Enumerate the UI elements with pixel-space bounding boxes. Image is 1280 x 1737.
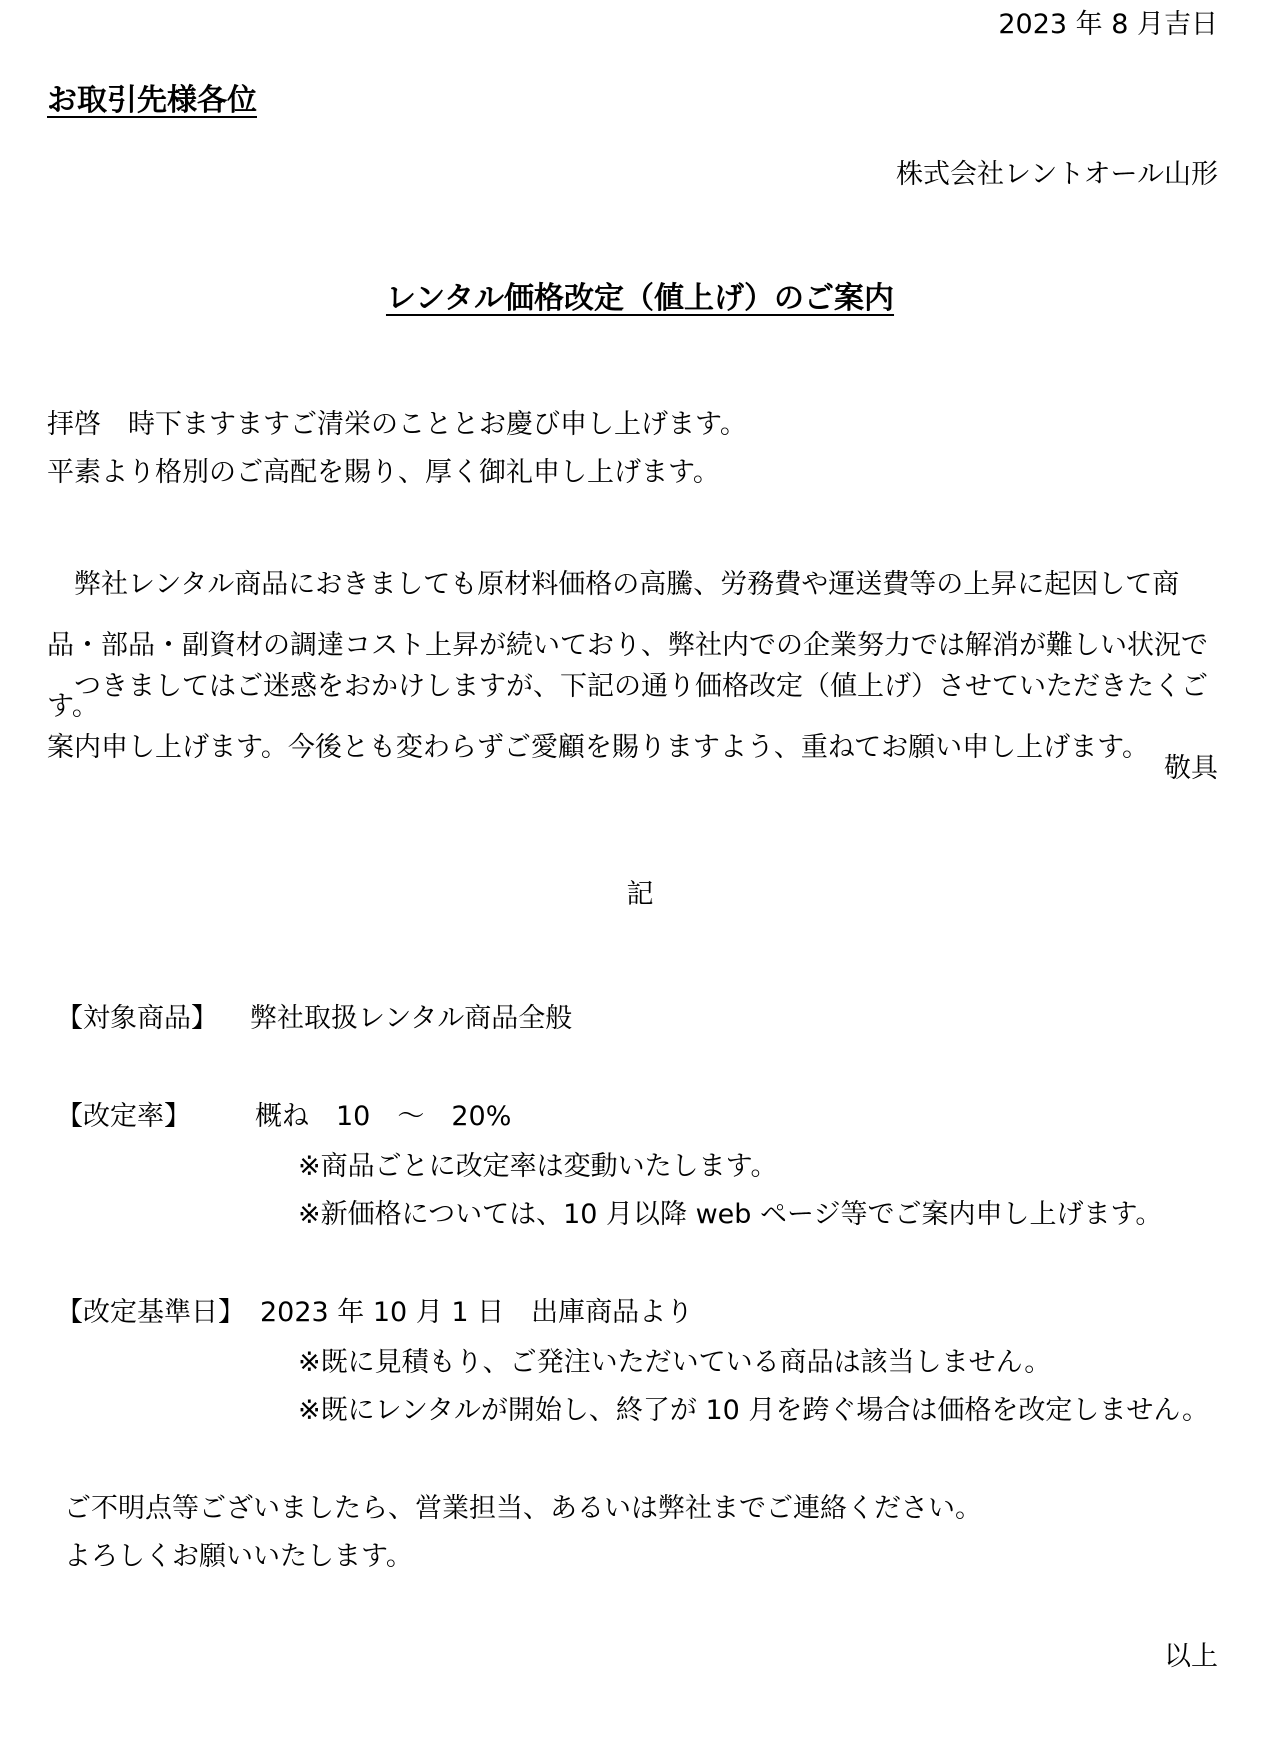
recipient-heading: お取引先様各位 [47,83,257,118]
effective-date-value: 2023 年 10 月 1 日 出庫商品より [260,1297,694,1328]
sender-company: 株式会社レントオール山形 [896,159,1218,190]
greeting-line-1: 拝啓 時下ますますご清栄のこととお慶び申し上げます。 [47,409,747,440]
body-paragraph-1: 弊社レンタル商品におきましても原材料価格の高騰、労務費や運送費等の上昇に起因して商品・部品・副資材の調達コスト上昇が続いており、弊社内での企業努力では解消が難しい状況です。 [47,569,1208,722]
rate-note-2: ※新価格については、10 月以降 web ページ等でご案内申し上げます。 [298,1199,1163,1230]
ki-marker: 記 [626,879,654,910]
greeting-line-2: 平素より格別のご高配を賜り、厚く御礼申し上げます。 [47,457,720,488]
contact-line: ご不明点等ございましたら、営業担当、あるいは弊社までご連絡ください。 [64,1493,982,1524]
closing-keigu: 敬具 [1164,753,1218,784]
effective-date-note-1: ※既に見積もり、ご発注いただいている商品は該当しません。 [298,1347,1052,1378]
document-title: レンタル価格改定（値上げ）のご案内 [385,281,895,316]
body-paragraph-2: つきましてはご迷惑をおかけしますが、下記の通り価格改定（値上げ）させていただきたくご案内申し上げます。今後とも変わらずご愛顧を賜りますよう、重ねてお願い申し上げます。 [47,671,1208,763]
document-date: 2023 年 8 月吉日 [998,9,1218,40]
ijou-end-marker: 以上 [1164,1641,1218,1672]
rate-value: 概ね 10 ～ 20% [255,1101,512,1132]
effective-date-note-2: ※既にレンタルが開始し、終了が 10 月を跨ぐ場合は価格を改定しません。 [298,1395,1210,1426]
regards-line: よろしくお願いいたします。 [64,1541,413,1572]
rate-label: 【改定率】 [56,1101,191,1132]
target-value: 弊社取扱レンタル商品全般 [250,1003,573,1034]
rate-note-1: ※商品ごとに改定率は変動いたします。 [298,1151,778,1182]
effective-date-label: 【改定基準日】 [56,1297,245,1328]
target-label: 【対象商品】 [56,1003,218,1034]
